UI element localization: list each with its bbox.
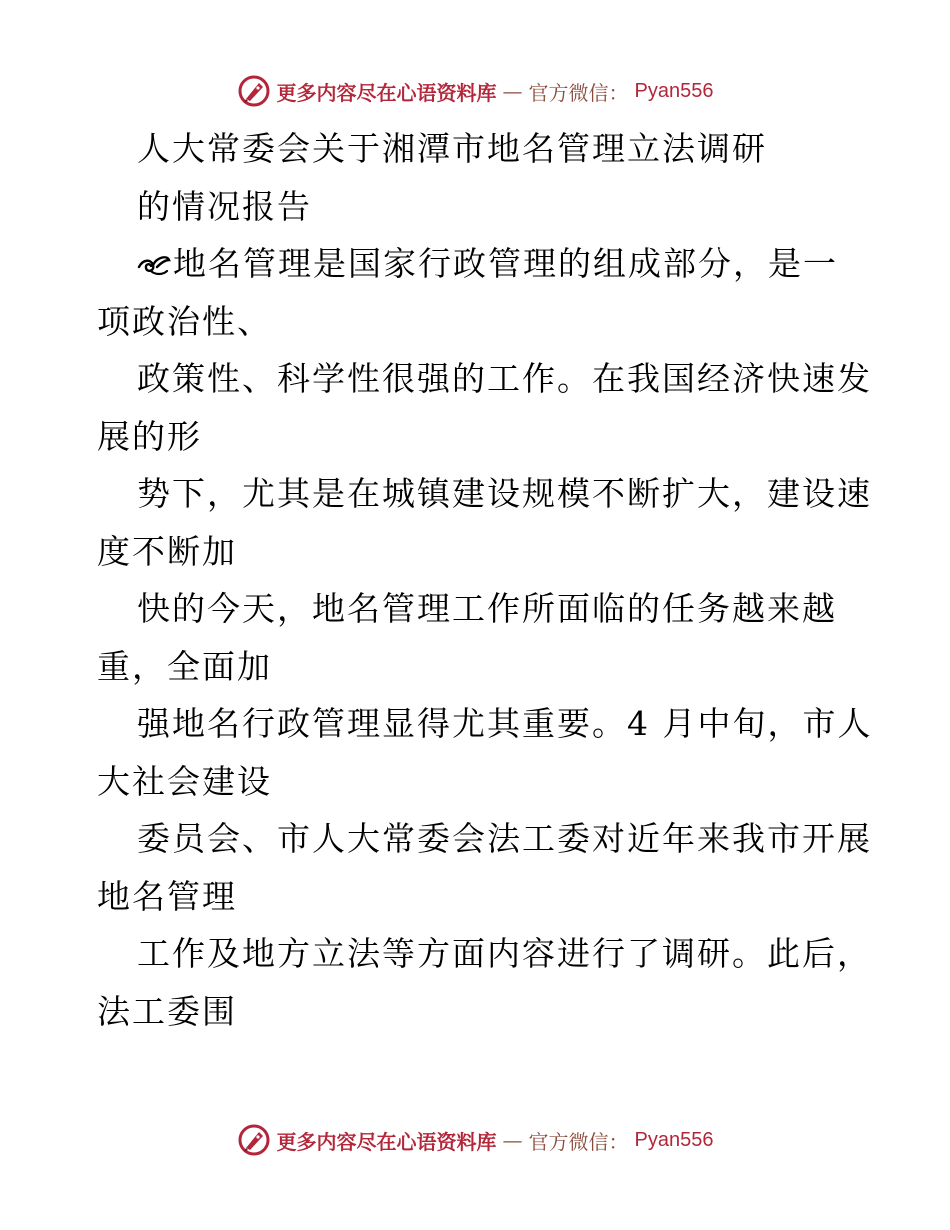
body-line-2: 项政治性、 [97,301,272,341]
header-banner [0,71,950,111]
body-line-5: 势下，尤其是在城镇建设规模不断扩大，建设速 [137,474,872,513]
body-line-13: 工作及地方立法等方面内容进行了调研。此后， [137,934,872,973]
banner-brand-text: 更多内容尽在心语资料库 [276,80,497,105]
banner-wechat-id: Pyan556 [634,1128,714,1151]
document-title-line-1: 人大常委会关于湘潭市地名管理立法调研 [137,129,767,168]
banner-official-label: 官方微信： [528,1129,629,1154]
body-line-10: 大社会建设 [97,761,272,801]
body-line-3: 政策性、科学性很强的工作。在我国经济快速发 [137,359,872,398]
body-line-11: 委员会、市人大常委会法工委对近年来我市开展 [137,819,872,858]
banner-separator: — [502,1128,523,1152]
body-line-14: 法工委围 [97,991,237,1031]
banner-separator: — [502,79,523,103]
fleuron-icon [137,251,171,281]
body-line-1 [97,235,857,293]
footer-banner [0,1120,950,1160]
body-line-1-text: 地名管理是国家行政管理的组成部分，是一 [173,244,838,283]
body-line-4: 展的形 [97,416,202,456]
banner-wechat-id: Pyan556 [634,79,714,102]
document-title-line-2: 的情况报告 [137,186,312,226]
body-line-8: 重，全面加 [97,646,272,686]
body-line-6: 度不断加 [97,531,237,571]
pen-nib-logo-icon [237,74,271,108]
pen-nib-logo-icon [237,1123,271,1157]
body-line-12: 地名管理 [97,876,237,916]
body-line-9: 强地名行政管理显得尤其重要。4 月中旬，市人 [137,704,873,743]
document-body [97,120,873,1040]
banner-brand-text: 更多内容尽在心语资料库 [276,1129,497,1154]
banner-official-label: 官方微信： [528,80,629,105]
body-line-7: 快的今天，地名管理工作所面临的任务越来越 [137,589,837,628]
